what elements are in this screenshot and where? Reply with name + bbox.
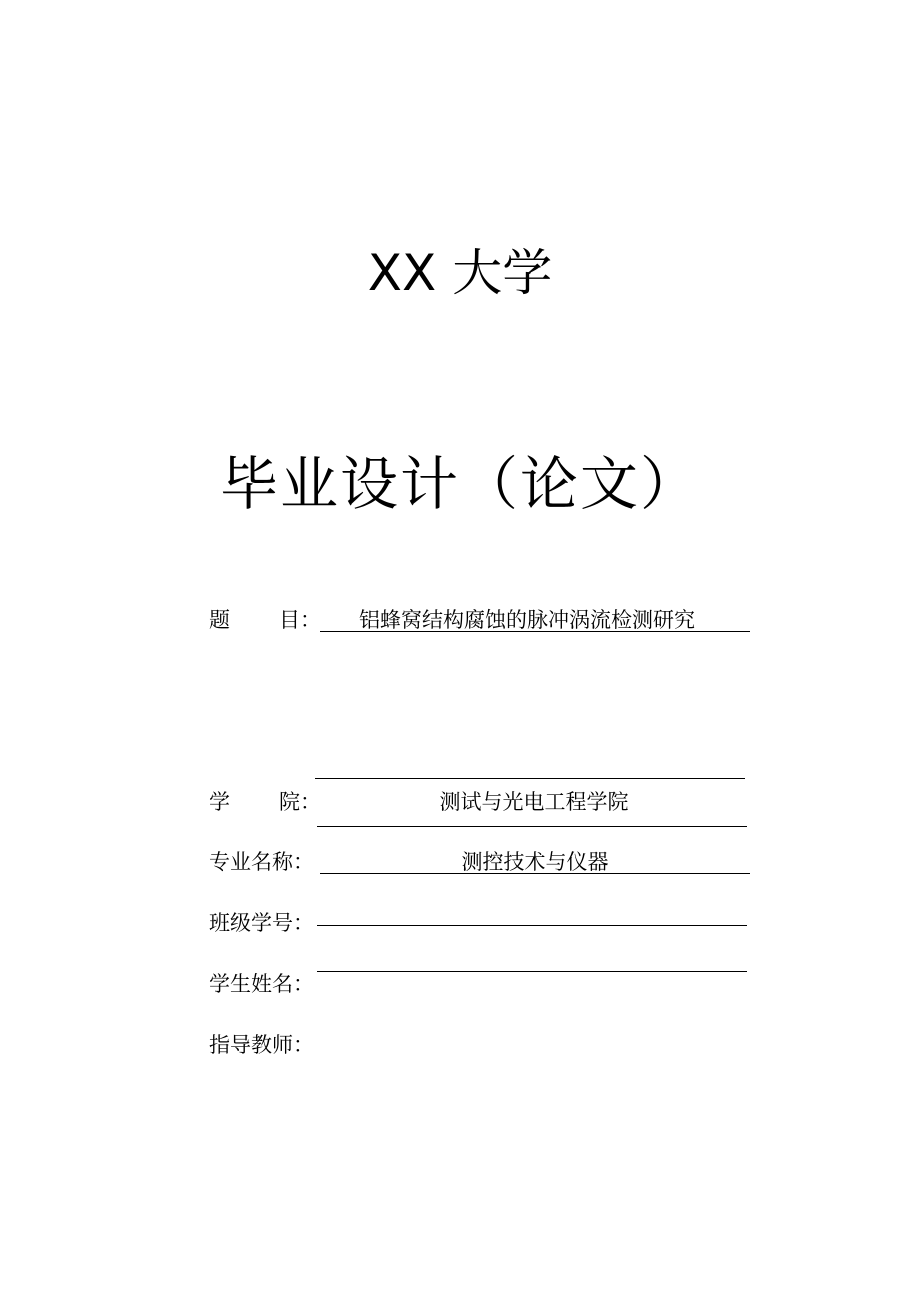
college-overline [315, 778, 745, 779]
class-row [209, 908, 769, 938]
class-label: 班级学号： [209, 911, 314, 935]
advisor-row [209, 1030, 769, 1060]
college-underline [317, 826, 747, 827]
college-row [209, 787, 769, 817]
college-label-part2: 院： [279, 790, 321, 814]
major-label: 专业名称： [209, 850, 314, 874]
advisor-label: 指导教师： [209, 1033, 314, 1057]
college-label-part1: 学 [209, 790, 230, 814]
major-value: 测控技术与仪器 [461, 850, 609, 874]
student-label: 学生姓名： [209, 972, 314, 996]
topic-label-part2: 目： [279, 608, 321, 632]
university-name: XX 大学 [367, 244, 553, 302]
topic-underline [320, 631, 750, 632]
topic-value: 铝蜂窝结构腐蚀的脉冲涡流检测研究 [359, 608, 695, 632]
class-underline [317, 925, 747, 926]
topic-label-part1: 题 [209, 608, 230, 632]
document-type-title: 毕业设计（论文） [219, 450, 700, 518]
major-underline [320, 873, 750, 874]
college-value: 测试与光电工程学院 [439, 790, 629, 814]
student-row [209, 969, 769, 999]
